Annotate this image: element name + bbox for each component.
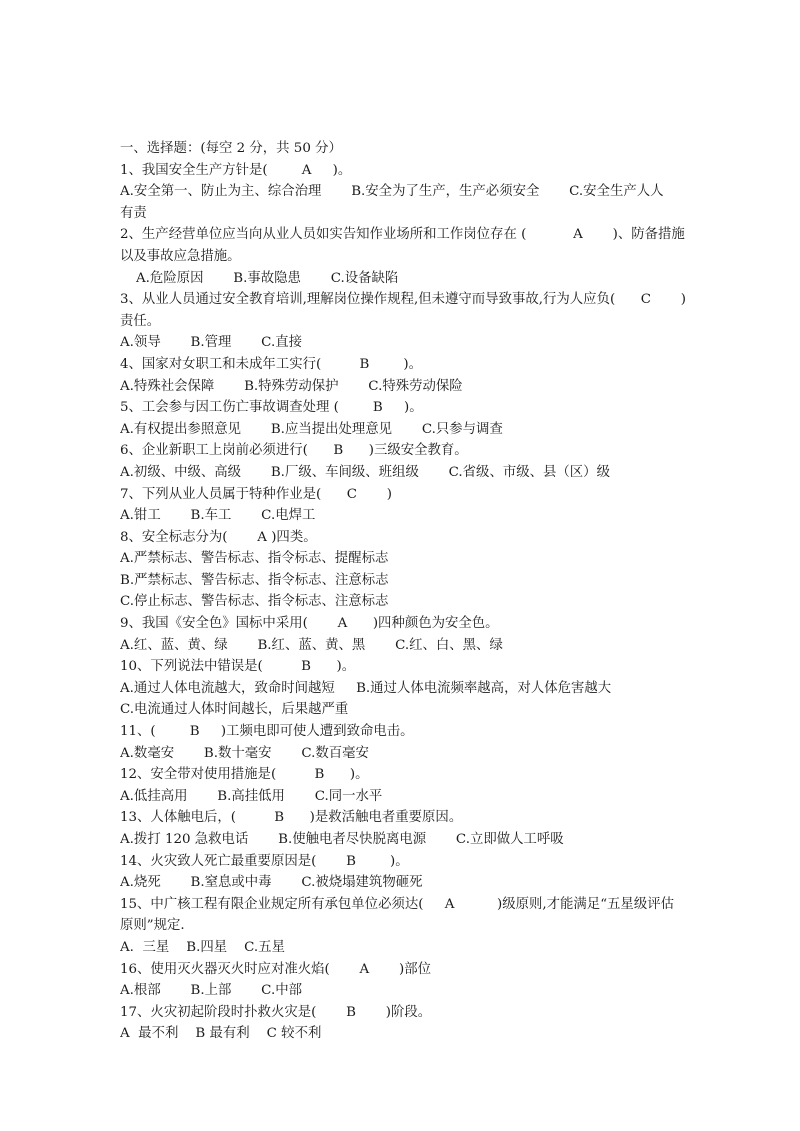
text-line: 15、中广核工程有限企业规定所有承包单位必须达( A )级原则,才能满足“五星级评估	[120, 896, 674, 912]
text-line: 9、我国《安全色》国标中采用( A )四种颜色为安全色。	[120, 616, 499, 632]
text-line: A 最不利 B 最有利 C 较不利	[120, 1026, 322, 1042]
text-line: 14、火灾致人死亡最重要原因是( B )。	[120, 853, 409, 869]
text-line: 16、使用灭火器灭火时应对准火焰( A )部位	[120, 961, 431, 977]
text-line: 3、从业人员通过安全教育培训,理解岗位操作规程,但未遵守而导致事故,行为人应负( C )	[120, 292, 686, 308]
section-title: 一、选择题：(每空 2 分，共 50 分）	[120, 141, 342, 156]
text-line: 13、人体触电后，( B )是救活触电者重要原因。	[120, 810, 463, 826]
text-line: A.领导 B.管理 C.直接	[120, 335, 302, 351]
text-line: 责任。	[120, 313, 161, 329]
text-line: A. 三星 B.四星 C.五星	[120, 939, 285, 955]
text-line: A.数毫安 B.数十毫安 C.数百毫安	[120, 745, 369, 761]
text-line: A.钳工 B.车工 C.电焊工	[120, 508, 316, 524]
text-line: A.安全第一、防止为主、综合治理 B.安全为了生产，生产必须安全 C.安全生产人人	[120, 184, 664, 200]
text-line: C.电流通过人体时间越长，后果越严重	[120, 702, 349, 718]
text-line: 1、我国安全生产方针是( A )。	[120, 162, 352, 178]
text-line: A.初级、中级、高级 B.厂级、车间级、班组级 C.省级、市级、县（区）级	[120, 464, 610, 480]
text-line: A.严禁标志、警告标志、指令标志、提醒标志	[120, 551, 389, 567]
text-line: A.通过人体电流越大，致命时间越短 B.通过人体电流频率越高，对人体危害越大	[120, 680, 612, 696]
text-line: A.红、蓝、黄、绿 B.红、蓝、黄、黑 C.红、白、黑、绿	[120, 637, 503, 653]
text-line: 17、火灾初起阶段时扑救火灾是( B )阶段。	[120, 1004, 432, 1020]
text-line: 10、下列说法中错误是( B )。	[120, 659, 356, 675]
text-line: A.根部 B.上部 C.中部	[120, 983, 302, 999]
text-line: 以及事故应急措施。	[120, 248, 241, 264]
text-line: A.拨打 120 急救电话 B.使触电者尽快脱离电源 C.立即做人工呼吸	[120, 832, 564, 847]
text-line: A.危险原因 B.事故隐患 C.设备缺陷	[136, 270, 399, 286]
text-line: 8、安全标志分为( A )四类。	[120, 529, 317, 545]
text-line: 4、国家对女职工和未成年工实行( B )。	[120, 356, 423, 372]
text-line: 有责	[120, 205, 147, 221]
question-list	[120, 160, 686, 1045]
text-line: A.特殊社会保障 B.特殊劳动保护 C.特殊劳动保险	[120, 378, 463, 394]
text-line: 2、生产经营单位应当向从业人员如实告知作业场所和工作岗位存在 ( A )、防备措施	[120, 227, 685, 243]
text-line: 12、安全带对使用措施是( B )。	[120, 767, 369, 783]
text-line: A.烧死 B.窒息或中毒 C.被烧塌建筑物砸死	[120, 875, 423, 891]
document-body	[120, 138, 686, 1045]
text-line: 11、( B )工频电即可使人遭到致命电击。	[120, 724, 414, 740]
text-line: 6、企业新职工上岗前必须进行( B )三级安全教育。	[120, 443, 468, 459]
text-line: 5、工会参与因工伤亡事故调查处理 ( B )。	[120, 400, 423, 416]
text-line: B.严禁标志、警告标志、指令标志、注意标志	[120, 572, 389, 588]
text-line: 原则”规定.	[120, 918, 185, 934]
text-line: A.有权提出参照意见 B.应当提出处理意见 C.只参与调查	[120, 421, 503, 437]
text-line: 7、下列从业人员属于特种作业是( C )	[120, 486, 393, 502]
text-line: C.停止标志、警告标志、指令标志、注意标志	[120, 594, 389, 610]
text-line: A.低挂高用 B.高挂低用 C.同一水平	[120, 788, 383, 804]
